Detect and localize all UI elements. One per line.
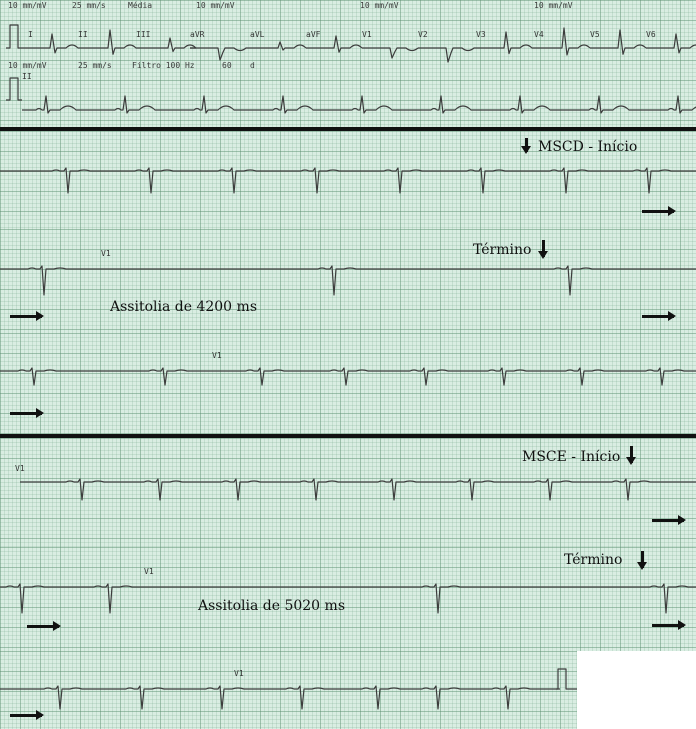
header-mains-filter: 60 <box>222 61 232 70</box>
header-calibration-3: 10 mm/mV <box>360 1 399 10</box>
header-calibration-4: 10 mm/mV <box>534 1 573 10</box>
lead-label-v1-strip-3: V1 <box>212 351 222 360</box>
lead-label-v2: V2 <box>418 30 428 39</box>
lead-label-avl: aVL <box>250 30 265 39</box>
right-arrow-icon <box>642 210 674 213</box>
lead-label-v1-strip-2: V1 <box>101 249 111 258</box>
lead-label-v1-strip-5: V1 <box>144 567 154 576</box>
right-arrow-icon <box>10 412 42 415</box>
lead-label-v5: V5 <box>590 30 600 39</box>
right-arrow-icon <box>652 519 684 522</box>
lead-label-v4: V4 <box>534 30 544 39</box>
lead-label-v1-strip-6: V1 <box>234 669 244 678</box>
ecg-trace-mscd-2 <box>0 266 696 295</box>
mscd-end-label: Término <box>473 242 532 258</box>
header-calibration-2: 10 mm/mV <box>196 1 235 10</box>
mscd-start-label: MSCD - Início <box>538 139 638 155</box>
lead-trace <box>140 38 196 52</box>
lead-label-ii: II <box>78 30 88 39</box>
lead-label-v6: V6 <box>646 30 656 39</box>
header-filter: Filtro 100 Hz <box>132 61 195 70</box>
down-arrow-icon <box>630 446 633 463</box>
header-average: Média <box>128 1 153 10</box>
right-arrow-icon <box>10 315 42 318</box>
ecg-trace-mscd-3 <box>0 333 696 434</box>
header-calibration-5: 10 mm/mV <box>8 61 47 70</box>
msce-strip-1 <box>0 438 696 547</box>
asystole-4200-label: Assitolia de 4200 ms <box>110 299 257 315</box>
lead-trace <box>418 48 476 62</box>
down-arrow-icon <box>525 138 528 152</box>
msce-start-label: MSCE - Início <box>522 449 621 465</box>
asystole-5020-label: Assitolia de 5020 ms <box>198 598 345 614</box>
right-arrow-icon <box>652 624 684 627</box>
ecg-trace-mscd-1 <box>0 168 696 193</box>
mscd-strip-3 <box>0 333 696 434</box>
lead-trace <box>190 48 250 60</box>
right-arrow-icon <box>27 625 59 628</box>
down-arrow-icon <box>641 551 644 568</box>
lead-label-iii: III <box>136 30 151 39</box>
down-arrow-icon <box>542 240 545 257</box>
ecg-trace-msce-3 <box>0 651 577 729</box>
rhythm-trace <box>22 96 696 113</box>
right-arrow-icon <box>642 315 674 318</box>
lead-trace <box>250 42 306 50</box>
lead-trace <box>80 30 140 54</box>
ecg-trace-mscd-2 <box>0 229 696 333</box>
mscd-strip-2 <box>0 229 696 333</box>
lead-label-v3: V3 <box>476 30 486 39</box>
header-speed-1: 25 mm/s <box>72 1 106 10</box>
calibration-pulse <box>6 25 22 48</box>
msce-end-label: Término <box>564 552 623 568</box>
lead-label-v1: V1 <box>362 30 372 39</box>
header-speed-2: 25 mm/s <box>78 61 112 70</box>
ecg-trace-msce-3 <box>0 686 560 709</box>
blank-area <box>577 651 696 729</box>
ecg-12-lead-strip <box>0 0 696 128</box>
ecg-trace-msce-2 <box>0 584 696 613</box>
ecg-trace-mscd-3 <box>0 368 696 385</box>
header-calibration-1: 10 mm/mV <box>8 1 47 10</box>
msce-strip-3 <box>0 651 577 729</box>
lead-label-i: I <box>28 30 33 39</box>
right-arrow-icon <box>10 714 42 717</box>
calibration-pulse <box>556 669 577 689</box>
mscd-strip-1 <box>0 131 696 229</box>
lead-label-v1-strip-4: V1 <box>15 464 25 473</box>
calibration-pulse <box>6 78 22 100</box>
msce-strip-2 <box>0 547 696 651</box>
lead-label-avf: aVF <box>306 30 321 39</box>
header-mode: d <box>250 61 255 70</box>
ecg-trace-msce-1 <box>20 479 696 500</box>
rhythm-lead-label: II <box>22 72 32 81</box>
lead-label-avr: aVR <box>190 30 205 39</box>
lead-trace <box>362 48 418 58</box>
